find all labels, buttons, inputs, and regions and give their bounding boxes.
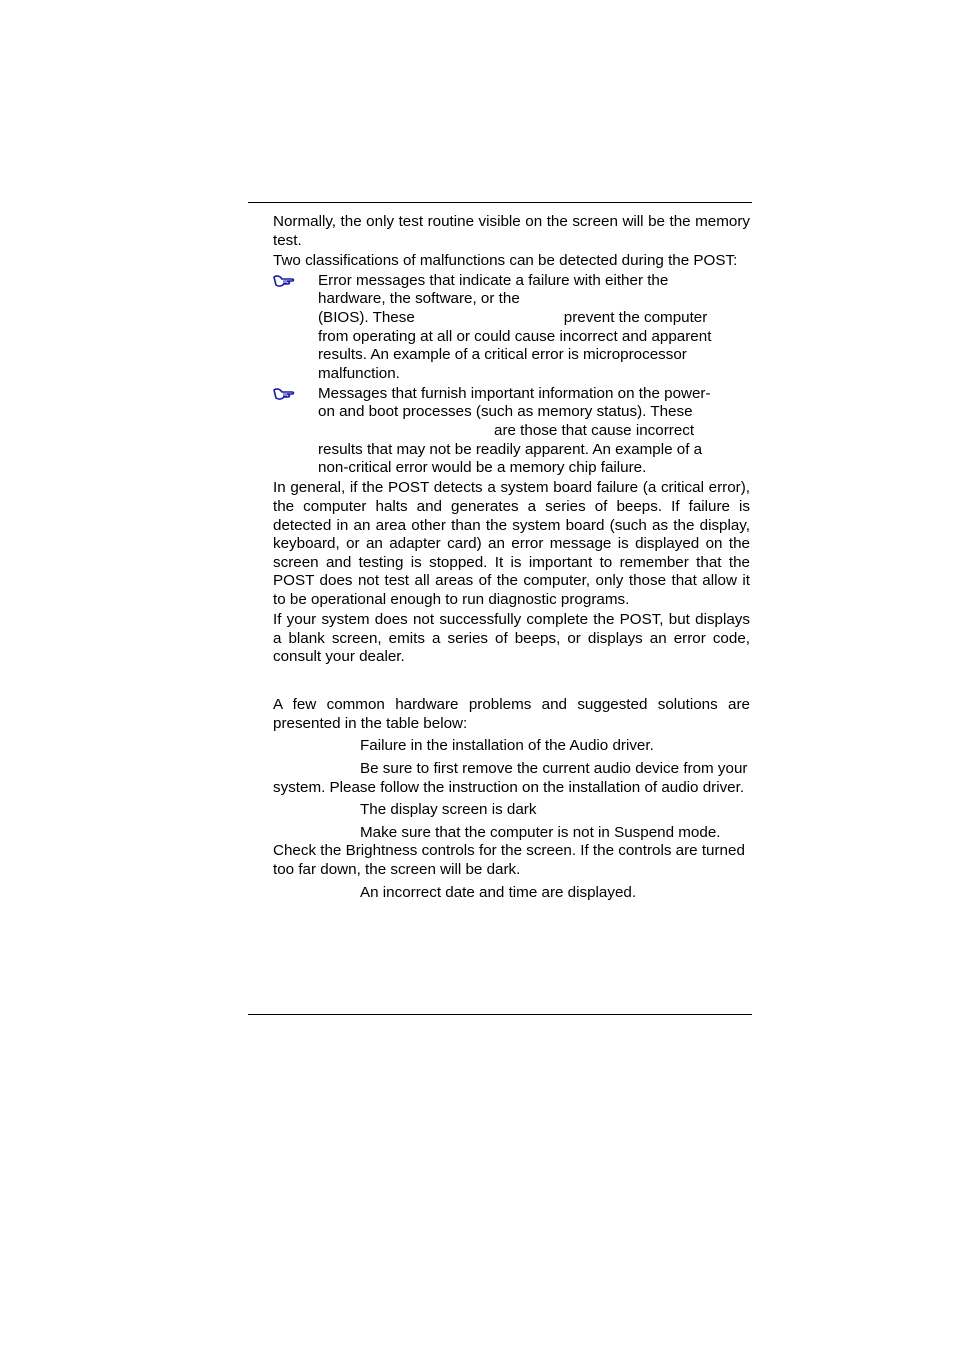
paragraph-common-problems: A few common hardware problems and suggested solutions are presented in the table below: — [273, 696, 750, 732]
bullet-line: results that may not be readily apparent. An example of a — [318, 440, 703, 458]
bullet-line: (BIOS). These prevent the computer — [318, 308, 708, 326]
bullet-line: Messages that furnish important information on the power- — [318, 384, 711, 402]
page-body — [273, 213, 750, 904]
paragraph-memory-test: Normally, the only test routine visible on the screen will be the memory test. — [273, 213, 750, 249]
bullet-line: Error messages that indicate a failure with either the — [318, 271, 669, 289]
paragraph-consult-dealer: If your system does not successfully complete the POST, but displays a blank screen, emits a series of beeps, or displays an error code, consult your dealer. — [273, 610, 750, 666]
solution-dark-screen: Make sure that the computer is not in Suspend mode. Check the Brightness controls for the screen. If the controls are turned too far down, the screen will be dark. — [273, 823, 745, 878]
pointing-hand-icon — [273, 386, 295, 402]
problem-date-time: An incorrect date and time are displayed. — [360, 883, 637, 901]
section-gap — [273, 668, 750, 696]
header-rule — [248, 202, 752, 203]
footer-rule — [248, 1014, 752, 1015]
bullet-line: results. An example of a critical error is microprocessor — [318, 346, 687, 364]
problem-audio-driver: Failure in the installation of the Audio driver. — [360, 737, 654, 755]
list-item-critical-errors — [273, 272, 750, 384]
paragraph-classifications: Two classifications of malfunctions can be detected during the POST: — [273, 251, 738, 269]
bullet-line: on and boot processes (such as memory status). These — [318, 403, 693, 421]
pointing-hand-icon — [273, 273, 295, 289]
bullet-line: malfunction. — [318, 364, 400, 382]
list-item-noncritical-errors — [273, 385, 750, 478]
bullet-line: from operating at all or could cause incorrect and apparent — [318, 327, 712, 345]
bullet-line: are those that cause incorrect — [494, 422, 695, 440]
solution-audio-driver: Be sure to first remove the current audio device from your system. Please follow the instruction on the installation of audio driver. — [273, 760, 748, 796]
problem-dark-screen: The display screen is dark — [360, 801, 537, 819]
bullet-line: non-critical error would be a memory chip failure. — [318, 459, 647, 477]
paragraph-post-failure: In general, if the POST detects a system board failure (a critical error), the computer halts and generates a series of beeps. If failure is detected in an area other than the system board (such as the display, keyboard, or an adapter card) an error message is displayed on the screen and testing is stopped. It is important to remember that the POST does not test all areas of the computer, only those that allow it to be operational enough to run diagnostic programs. — [273, 479, 750, 608]
bullet-line: hardware, the software, or the — [318, 290, 520, 308]
